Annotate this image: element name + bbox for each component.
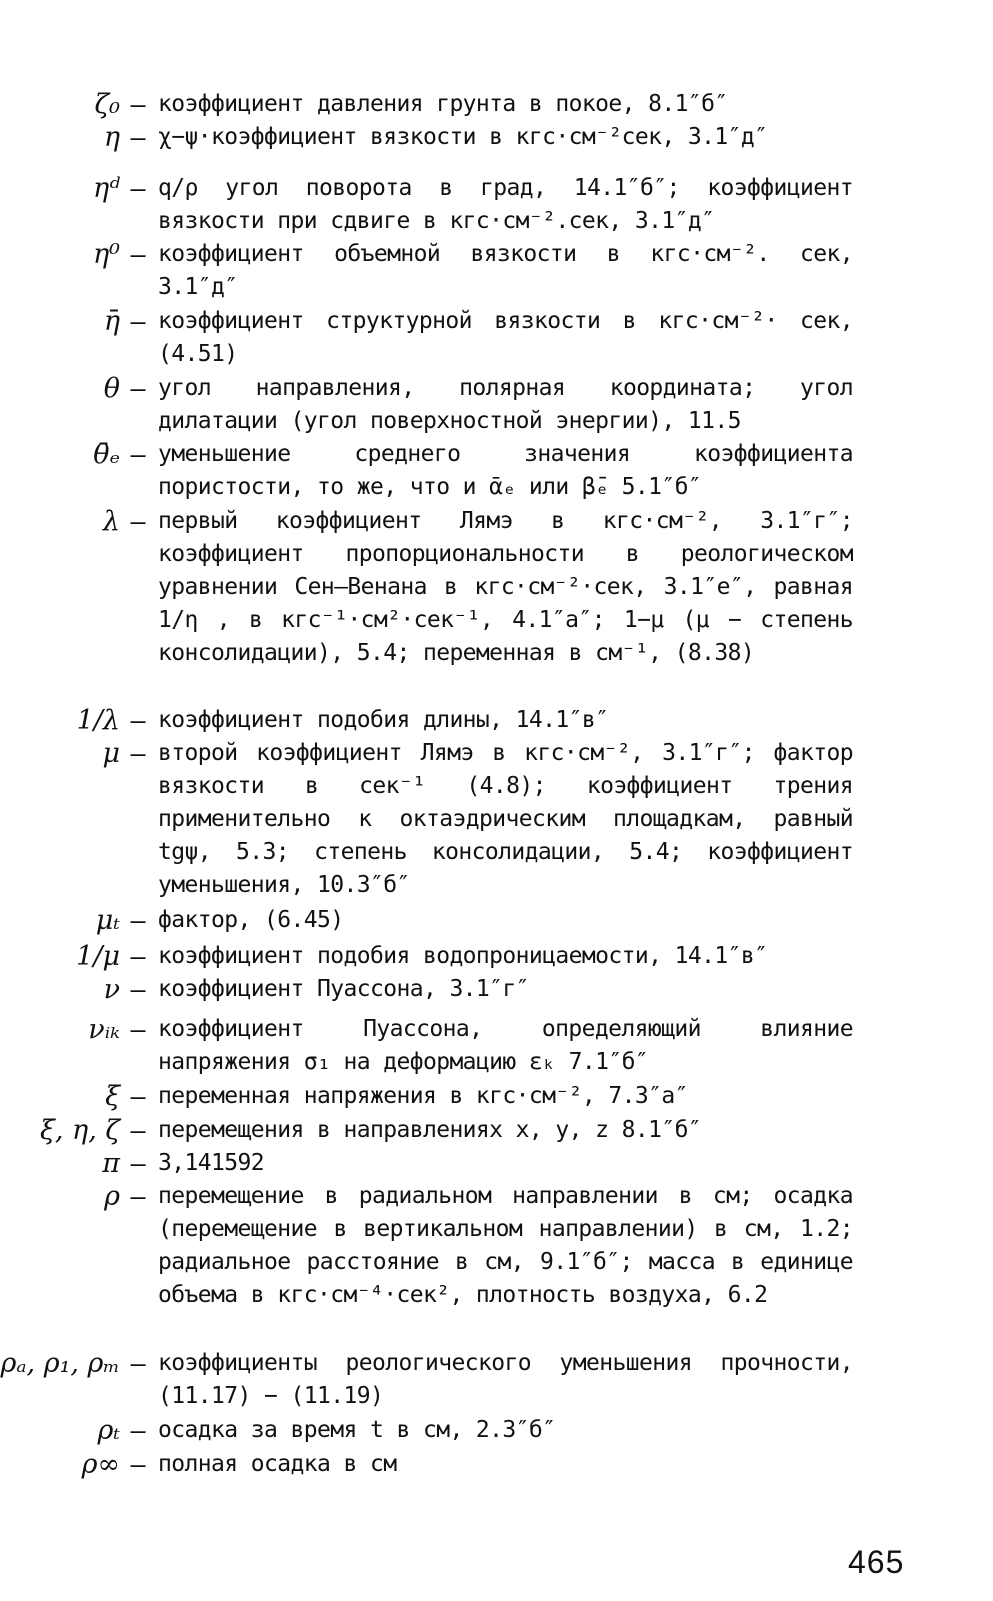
dash: –	[130, 1149, 146, 1178]
definition: коэффициент Пуассона, 3.1″г″	[158, 976, 529, 1002]
symbol: ηᵈ	[93, 173, 120, 204]
definition: угол направления, полярная координата; угол дилатации (угол поверхностной энергии), 11.5	[158, 375, 853, 434]
symbol: ζ₀	[94, 89, 120, 120]
definition: фактор, (6.45)	[158, 907, 344, 933]
definition: осадка за время t в см, 2.3″б″	[158, 1417, 556, 1443]
definition: коэффициент структурной вязкости в кгс·см⁻²· сек, (4.51)	[158, 308, 853, 367]
dash: –	[130, 706, 146, 735]
dash: –	[130, 1450, 146, 1479]
definition: переменная напряжения в кгс·см⁻², 7.3″а″	[158, 1083, 688, 1109]
symbol: ρₐ, ρ₁, ρₘ	[0, 1348, 120, 1379]
symbol: θ̄ₑ	[93, 439, 120, 470]
symbol: θ	[103, 373, 120, 404]
symbol: ρ∞	[81, 1449, 120, 1480]
definition: коэффициент подобия длины, 14.1″в″	[158, 707, 609, 733]
symbol: ξ	[105, 1081, 120, 1112]
symbol: μ	[102, 738, 120, 769]
dash: –	[130, 739, 146, 768]
definition: коэффициент Пуассона, определяющий влияние напряжения σ₁ на деформацию εₖ 7.1″б″	[158, 1016, 853, 1075]
symbol: ξ, η, ζ	[39, 1115, 120, 1146]
symbol: 1/μ	[76, 941, 120, 972]
dash: –	[130, 1416, 146, 1445]
definition: коэффициент давления грунта в покое, 8.1″б″	[158, 91, 728, 117]
dash: –	[130, 507, 146, 536]
dash: –	[130, 1015, 146, 1044]
dash: –	[130, 975, 146, 1004]
symbol: η̄	[103, 306, 120, 337]
symbol: ρ	[104, 1181, 120, 1212]
dash: –	[130, 307, 146, 336]
definition: первый коэффициент Лямэ в кгс·см⁻², 3.1″г″; коэффициент пропорциональности в реологическом уравнении Сен–Венана в кгс·см⁻²·сек, 3.1″е″, равная 1/η , в кгс⁻¹·см²·сек⁻¹, 4.1″а″; 1−μ (μ − степень консолидации), 5.4; переменная в см⁻¹, (8.38)	[158, 508, 853, 666]
symbol: π	[102, 1148, 120, 1179]
definition: χ−ψ·коэффициент вязкости в кгс·см⁻²сек, 3.1″д″	[158, 124, 768, 150]
definition: 3,141592	[158, 1150, 264, 1176]
dash: –	[130, 1116, 146, 1145]
symbol: η⁰	[93, 239, 120, 270]
definition: коэффициент объемной вязкости в кгс·см⁻². сек, 3.1″д″	[158, 241, 853, 300]
dash: –	[130, 1082, 146, 1111]
dash: –	[130, 240, 146, 269]
symbol: ν	[103, 974, 120, 1005]
symbol: λ	[102, 506, 120, 537]
definition: уменьшение среднего значения коэффициента пористости, то же, что и ᾱₑ или β̄ₑ 5.1″б″	[158, 441, 853, 500]
symbol: ρₜ	[97, 1415, 120, 1446]
dash: –	[130, 942, 146, 971]
dash: –	[130, 1182, 146, 1211]
symbol: νᵢₖ	[88, 1014, 120, 1045]
definition: коэффициент подобия водопроницаемости, 14.1″в″	[158, 943, 768, 969]
dash: –	[130, 174, 146, 203]
definition: второй коэффициент Лямэ в кгс·см⁻², 3.1″г″; фактор вязкости в сек⁻¹ (4.8); коэффициент трения применительно к октаэдрическим площадкам, равный tgψ, 5.3; степень консолидации, 5.4; коэффициент уменьшения, 10.3″б″	[158, 740, 853, 898]
symbol: μₜ	[95, 905, 120, 936]
definition: перемещения в направлениях x, y, z 8.1″б″	[158, 1117, 702, 1143]
dash: –	[130, 374, 146, 403]
definition: коэффициенты реологического уменьшения прочности, (11.17) − (11.19)	[158, 1350, 853, 1409]
dash: –	[130, 440, 146, 469]
symbol: 1/λ	[76, 705, 120, 736]
symbol: η	[103, 122, 120, 153]
definition: перемещение в радиальном направлении в см; осадка (перемещение в вертикальном направлении) в см, 1.2; радиальное расстояние в см, 9.1″б″; масса в единице объема в кгс·см⁻⁴·сек², плотность воздуха, 6.2	[158, 1183, 853, 1308]
definition: q/ρ угол поворота в град, 14.1″б″; коэффициент вязкости при сдвиге в кгс·см⁻².сек, 3.1″д″	[158, 175, 853, 234]
dash: –	[130, 123, 146, 152]
page-number: 465	[848, 1544, 905, 1580]
dash: –	[130, 906, 146, 935]
dash: –	[130, 1349, 146, 1378]
dash: –	[130, 90, 146, 119]
definition: полная осадка в см	[158, 1451, 397, 1477]
